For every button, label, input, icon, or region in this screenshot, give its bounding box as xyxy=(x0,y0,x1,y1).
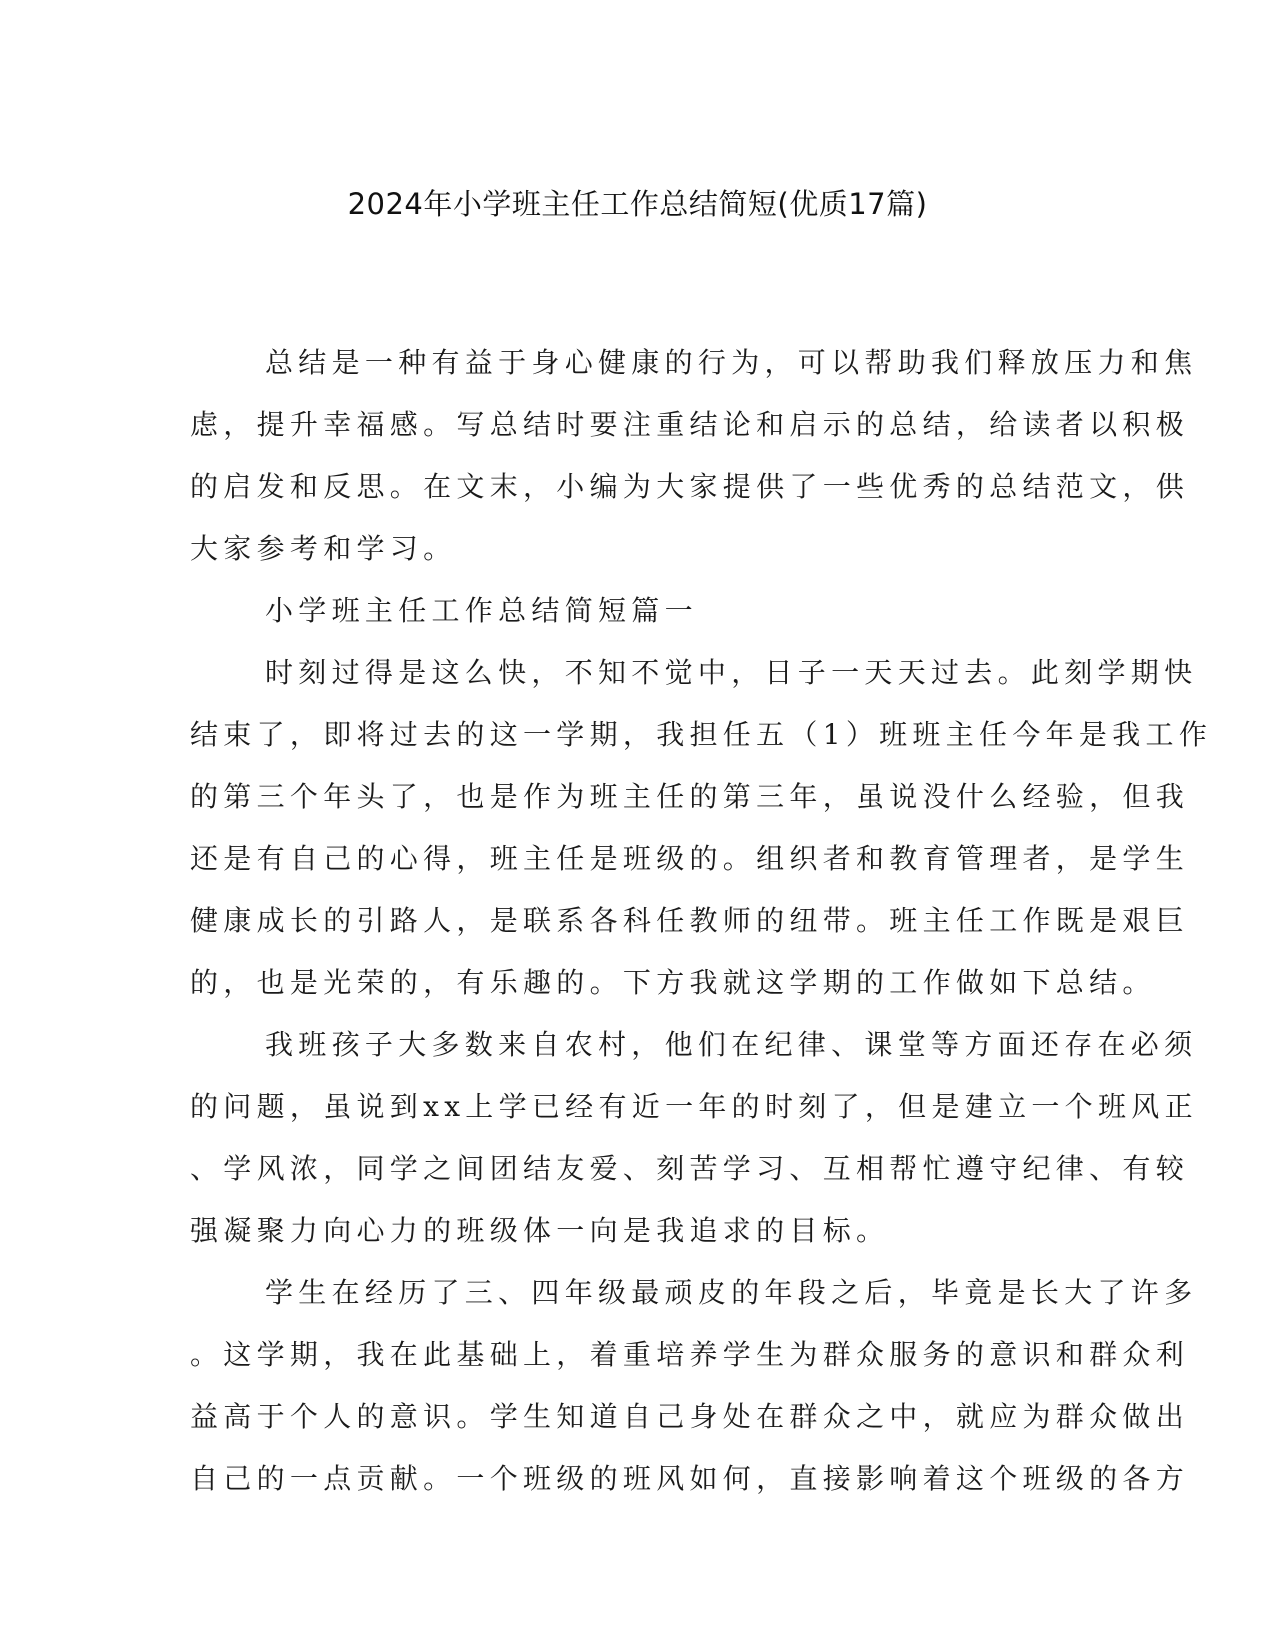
paragraph-line: 的第三个年头了，也是作为班主任的第三年，虽说没什么经验，但我 xyxy=(190,780,1190,813)
paragraph-line: 益高于个人的意识。学生知道自己身处在群众之中，就应为群众做出 xyxy=(190,1400,1190,1433)
paragraph-line: 还是有自己的心得，班主任是班级的。组织者和教育管理者，是学生 xyxy=(190,842,1190,875)
paragraph-line: 的启发和反思。在文末，小编为大家提供了一些优秀的总结范文，供 xyxy=(190,470,1190,503)
paragraph-line: 。这学期，我在此基础上，着重培养学生为群众服务的意识和群众利 xyxy=(190,1338,1190,1371)
paragraph-line: 大家参考和学习。 xyxy=(190,532,457,565)
paragraph-line: 的，也是光荣的，有乐趣的。下方我就这学期的工作做如下总结。 xyxy=(190,966,1156,999)
paragraph-line: 、学风浓，同学之间团结友爱、刻苦学习、互相帮忙遵守纪律、有较 xyxy=(190,1152,1190,1185)
paragraph-line: 总结是一种有益于身心健康的行为，可以帮助我们释放压力和焦 xyxy=(265,346,1198,379)
paragraph-line: 虑，提升幸福感。写总结时要注重结论和启示的总结，给读者以积极 xyxy=(190,408,1190,441)
section-heading: 小学班主任工作总结简短篇一 xyxy=(265,594,698,627)
paragraph-line: 健康成长的引路人，是联系各科任教师的纽带。班主任工作既是艰巨 xyxy=(190,904,1190,937)
paragraph-line: 时刻过得是这么快，不知不觉中，日子一天天过去。此刻学期快 xyxy=(265,656,1198,689)
paragraph-line: 我班孩子大多数来自农村，他们在纪律、课堂等方面还存在必须 xyxy=(265,1028,1198,1061)
paragraph-line: 结束了，即将过去的这一学期，我担任五（1）班班主任今年是我工作 xyxy=(190,718,1213,751)
document-body xyxy=(190,332,1213,1510)
paragraph-line: 学生在经历了三、四年级最顽皮的年段之后，毕竟是长大了许多 xyxy=(265,1276,1198,1309)
document-title: 2024年小学班主任工作总结简短(优质17篇) xyxy=(347,187,928,221)
paragraph-line: 强凝聚力向心力的班级体一向是我追求的目标。 xyxy=(190,1214,890,1247)
paragraph-line: 的问题，虽说到xx上学已经有近一年的时刻了，但是建立一个班风正 xyxy=(190,1090,1198,1123)
paragraph-line: 自己的一点贡献。一个班级的班风如何，直接影响着这个班级的各方 xyxy=(190,1462,1190,1495)
